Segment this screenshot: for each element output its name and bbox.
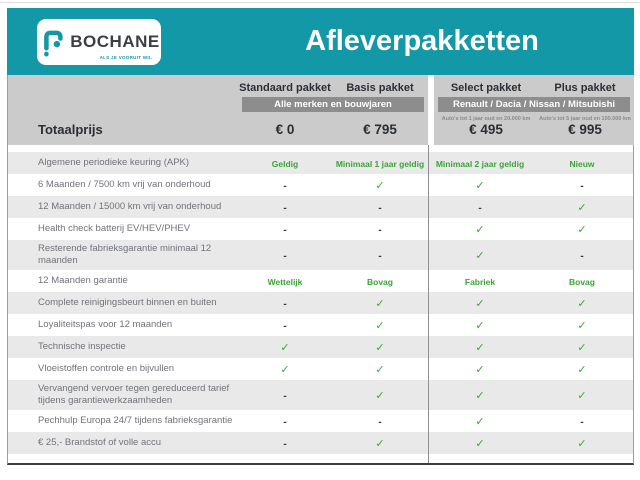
price-select: € 495 (469, 122, 503, 137)
group-badge-all-brands: Alle merken en bouwjaren (242, 97, 424, 112)
feature-rows (8, 152, 633, 454)
page-banner (7, 8, 634, 75)
dash-icon: - (283, 181, 287, 192)
feature-label: 12 Maanden garantie (38, 274, 128, 286)
check-icon: ✓ (375, 341, 385, 354)
price-standaard: € 0 (275, 122, 295, 137)
page-title: Afleverpakketten (305, 25, 539, 57)
dash-icon: - (283, 438, 287, 450)
group-divider-line (428, 145, 429, 463)
feature-value-text: Minimaal 2 jaar geldig (435, 159, 525, 169)
check-icon: ✓ (577, 319, 587, 332)
check-icon: ✓ (475, 297, 485, 310)
group-note-plus: Auto's tot 5 jaar oud en 100.000 km (539, 116, 631, 122)
table-row (8, 240, 633, 270)
check-icon: ✓ (475, 363, 485, 376)
table-row (8, 380, 633, 410)
column-header-select: Select pakket (450, 82, 522, 94)
feature-label: Vervangend vervoer tegen gereduceerd tarief tijdens garantiewerkzaamheden (38, 382, 230, 406)
check-icon: ✓ (375, 180, 385, 192)
feature-label: Pechhulp Europa 24/7 tijdens fabrieksgarantie (38, 414, 233, 426)
bochane-logo (37, 19, 161, 65)
feature-value-text: Bovag (569, 276, 595, 287)
dash-icon: - (283, 298, 287, 310)
bochane-logo-icon (38, 27, 66, 57)
dash-icon: - (378, 203, 382, 214)
check-icon: ✓ (280, 363, 290, 376)
check-icon: ✓ (475, 341, 485, 354)
table-row (8, 152, 633, 174)
dash-icon: - (580, 250, 584, 262)
brand-name: BOCHANE (70, 31, 160, 51)
dash-icon: - (478, 203, 482, 214)
feature-value-text: Bovag (367, 276, 393, 287)
column-header-basis: Basis pakket (346, 82, 414, 94)
dash-icon: - (378, 225, 382, 236)
table-row (8, 314, 633, 336)
check-icon: ✓ (475, 437, 485, 450)
table-row (8, 410, 633, 432)
feature-label: Resterende fabrieksgarantie minimaal 12 maanden (38, 243, 212, 266)
check-icon: ✓ (375, 297, 385, 310)
table-row (8, 174, 633, 196)
table-row (8, 432, 633, 454)
total-price-label: Totaalprijs (38, 122, 103, 137)
check-icon: ✓ (475, 415, 485, 428)
check-icon: ✓ (375, 319, 385, 332)
feature-label: € 25,- Brandstof of volle accu (38, 436, 162, 448)
feature-label: Health check batterij EV/HEV/PHEV (38, 223, 191, 235)
check-icon: ✓ (577, 224, 587, 236)
dash-icon: - (283, 416, 287, 428)
feature-value-text: Minimaal 1 jaar geldig (335, 159, 425, 169)
group-note-select: Auto's tot 1 jaar oud en 20.000 km (441, 116, 531, 122)
check-icon: ✓ (577, 389, 587, 402)
dash-icon: - (378, 250, 382, 262)
check-icon: ✓ (475, 180, 485, 192)
feature-label: Complete reinigingsbeurt binnen en buiten (38, 296, 217, 308)
feature-value-text: Geldig (271, 159, 299, 169)
check-icon: ✓ (375, 437, 385, 450)
package-comparison-table (7, 75, 634, 465)
table-row (8, 270, 633, 292)
feature-label: 6 Maanden / 7500 km vrij van onderhoud (38, 179, 211, 191)
feature-label: Loyaliteitspas voor 12 maanden (38, 318, 173, 330)
dash-icon: - (283, 250, 287, 262)
column-header-plus: Plus pakket (554, 82, 616, 94)
check-icon: ✓ (475, 224, 485, 236)
check-icon: ✓ (475, 249, 485, 262)
check-icon: ✓ (475, 389, 485, 402)
check-icon: ✓ (475, 319, 485, 332)
dash-icon: - (580, 416, 584, 428)
group-badge-renault-dacia-nissan-mitsubishi: Renault / Dacia / Nissan / Mitsubishi (438, 97, 630, 112)
dash-icon: - (580, 181, 584, 192)
table-row (8, 358, 633, 380)
check-icon: ✓ (375, 389, 385, 402)
feature-value-text: Fabriek (464, 276, 496, 287)
check-icon: ✓ (577, 297, 587, 310)
check-icon: ✓ (577, 363, 587, 376)
check-icon: ✓ (577, 341, 587, 354)
table-row (8, 336, 633, 358)
check-icon: ✓ (577, 437, 587, 450)
feature-value-text: Nieuw (569, 159, 595, 169)
check-icon: ✓ (375, 363, 385, 376)
top-divider (0, 2, 640, 3)
check-icon: ✓ (280, 341, 290, 354)
dash-icon: - (283, 390, 287, 402)
table-row (8, 292, 633, 314)
dash-icon: - (283, 225, 287, 236)
dash-icon: - (378, 416, 382, 428)
feature-label: 12 Maanden / 15000 km vrij van onderhoud (38, 201, 222, 213)
feature-label: Technische inspectie (38, 340, 126, 352)
dash-icon: - (283, 320, 287, 332)
feature-label: Vloeistoffen controle en bijvullen (38, 362, 175, 374)
brand-tagline: ALS JE VOORUIT WIL (99, 54, 152, 60)
table-row (8, 218, 633, 240)
check-icon: ✓ (577, 202, 587, 214)
dash-icon: - (283, 203, 287, 214)
table-row (8, 196, 633, 218)
feature-value-text: Wettelijk (267, 276, 303, 287)
feature-label: Algemene periodieke keuring (APK) (38, 157, 190, 169)
price-basis: € 795 (363, 122, 397, 137)
column-header-standaard: Standaard pakket (239, 82, 331, 94)
price-plus: € 995 (568, 122, 602, 137)
